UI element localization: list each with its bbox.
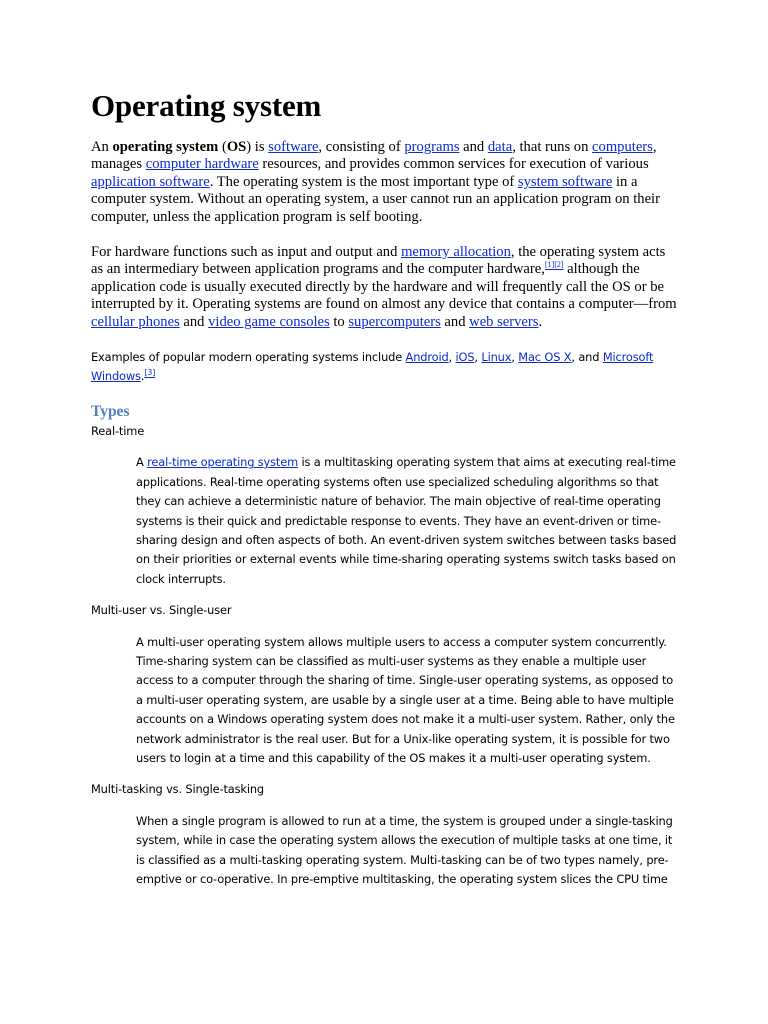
citation	[144, 369, 155, 378]
link-computers[interactable]: computers	[592, 139, 653, 155]
link-system-software[interactable]: system software	[517, 173, 613, 190]
link-microsoft-windows[interactable]: Microsoft Windows	[91, 350, 654, 384]
link-supercomputers[interactable]: supercomputers	[348, 313, 441, 330]
link-data[interactable]: data	[487, 139, 513, 155]
examples-paragraph: Examples of popular modern operating systems include Android, iOS, Linux, Mac OS X, and Microsoft Windows.[3]	[91, 350, 654, 384]
link-linux[interactable]: Linux	[481, 350, 512, 365]
link-ios[interactable]: iOS	[455, 350, 475, 365]
citation-link[interactable]: [3]	[144, 368, 156, 378]
hardware-paragraph: For hardware functions such as input and output and memory allocation, the operating system acts as an intermediary between application programs and the computer hardware,[1][2] although the application code is usually executed directly by the hardware and will frequently call the OS or be interrupted by it. Operating systems are found on almost any device that contains a computer—from cellular phones and video game consoles to supercomputers and web servers.	[91, 244, 677, 330]
link-memory-allocation[interactable]: memory allocation	[401, 244, 511, 261]
citation	[554, 261, 563, 270]
subheading-multi-user: Multi-user vs. Single-user	[91, 603, 232, 618]
document-page	[91, 86, 681, 901]
page-title: Operating system	[91, 88, 322, 123]
link-real-time-operating-system[interactable]: real-time operating system	[147, 455, 299, 470]
multi-tasking-paragraph: When a single program is allowed to run at a time, the system is grouped under a single-tasking system, while in case the operating system allows the execution of multiple tasks at one time, it is classified as a multi-tasking operating system. Multi-tasking can be of two types namely, pre-emptive or co-operative. In pre-emptive multitasking, the operating system slices the CPU time	[136, 813, 673, 886]
link-mac-os-x[interactable]: Mac OS X	[518, 350, 572, 365]
link-computer-hardware[interactable]: computer hardware	[145, 156, 259, 173]
link-cellular-phones[interactable]: cellular phones	[91, 313, 180, 330]
link-software[interactable]: software	[268, 139, 319, 155]
link-application-software[interactable]: application software	[91, 173, 210, 190]
link-web-servers[interactable]: web servers	[469, 313, 539, 330]
real-time-paragraph: A real-time operating system is a multitasking operating system that aims at executing real-time applications. Real-time operating systems often use specialized scheduling algorithms so that they can achieve a deterministic nature of behavior. The main objective of real-time operating systems is their quick and predictable response to events. They have an event-driven or time-sharing design and often aspects of both. An event-driven system switches between tasks based on their priorities or external events while time-sharing operating systems switch tasks based on clock interrupts.	[136, 455, 677, 586]
bold-term: OS	[226, 139, 247, 155]
link-programs[interactable]: programs	[404, 139, 460, 155]
multi-user-paragraph: A multi-user operating system allows multiple users to access a computer system concurrently. Time-sharing system can be classified as multi-user systems as they enable a multiple user access to a computer through the sharing of time. Single-user operating systems, as opposed to a multi-user operating system, are usable by a single user at a time. Being able to have multiple accounts on a Windows operating system does not make it a multi-user system. Rather, only the network administrator is the real user. But for a Unix-like operating system, it is possible for two users to login at a time and this capability of the OS makes it a multi-user operating system.	[136, 634, 675, 765]
link-android[interactable]: Android	[405, 350, 449, 365]
subheading-real-time: Real-time	[91, 423, 145, 438]
subheading-multi-tasking: Multi-tasking vs. Single-tasking	[91, 782, 265, 797]
citation-link[interactable]: [2]	[554, 260, 564, 270]
link-video-game-consoles[interactable]: video game consoles	[208, 313, 330, 330]
citation	[545, 261, 554, 270]
section-heading-types: Types	[91, 402, 130, 420]
intro-paragraph: An operating system (OS) is software, consisting of programs and data, that runs on computers, manages computer hardware resources, and provides common services for execution of various application software. The operating system is the most important type of system software in a computer system. Without an operating system, a user cannot run an application program on their computer, unless the application program is self booting.	[91, 139, 660, 225]
citation-link[interactable]: [1]	[544, 260, 555, 270]
bold-term: operating system	[112, 139, 219, 155]
